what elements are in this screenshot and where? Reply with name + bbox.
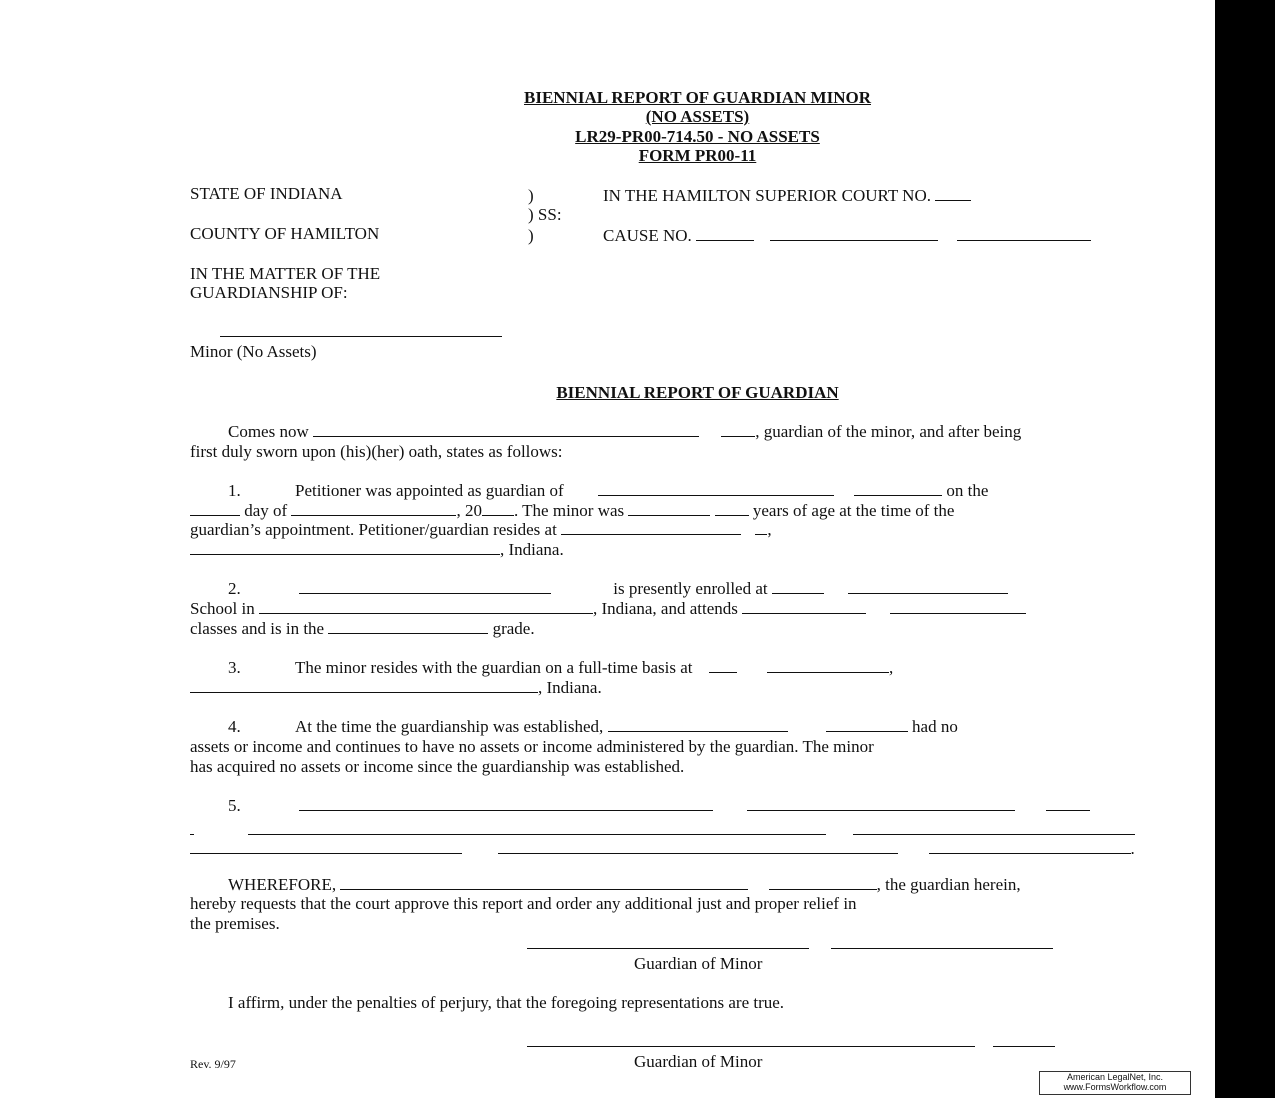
matter-line-2: GUARDIANSHIP OF: xyxy=(190,283,348,302)
para-3-line-1: 3. The minor resides with the guardian on a full-time basis at , xyxy=(228,658,894,677)
para-5-line-2 xyxy=(190,820,1135,840)
signature-line-1 xyxy=(527,934,1053,954)
wherefore-line-1: WHEREFORE, , the guardian herein, xyxy=(228,875,1021,894)
court-number-blank xyxy=(935,186,971,201)
para-5-blank-9 xyxy=(929,839,1131,854)
signature-label-2: Guardian of Minor xyxy=(634,1052,763,1071)
month-blank xyxy=(291,501,456,516)
para-5-blank-8 xyxy=(498,839,898,854)
minor-name-blank-p1 xyxy=(598,481,834,496)
cause-blank-3 xyxy=(957,226,1091,241)
para-1-line-4: , Indiana. xyxy=(190,540,564,560)
wherefore-line-2: hereby requests that the court approve this report and order any additional just and proper relief in xyxy=(190,894,857,913)
cause-label: CAUSE NO. xyxy=(603,226,1091,246)
legalnet-badge xyxy=(1039,1071,1191,1095)
para-3-line-2: , Indiana. xyxy=(190,678,602,698)
wherefore-blank-2 xyxy=(769,875,877,890)
revision-date: Rev. 9/97 xyxy=(190,1057,236,1071)
para-3-number: 3. xyxy=(228,658,241,677)
minor-name-blank-p4 xyxy=(608,717,788,732)
school-blank-1 xyxy=(772,579,824,594)
para-5-blank-5 xyxy=(248,820,826,835)
year-blank xyxy=(482,501,514,516)
residence-city-blank xyxy=(190,678,538,693)
form-title: BIENNIAL REPORT OF GUARDIAN MINOR xyxy=(524,88,871,107)
day-blank xyxy=(190,501,240,516)
matter-line-1: IN THE MATTER OF THE xyxy=(190,264,381,283)
address-blank xyxy=(561,520,741,535)
intro-line-2: first duly sworn upon (his)(her) oath, states as follows: xyxy=(190,442,563,461)
caption-paren-1: ) xyxy=(528,186,534,205)
para-5-blank-1 xyxy=(299,796,713,811)
signature-line-2 xyxy=(527,1032,1055,1052)
para-1-line-3: guardian’s appointment. Petitioner/guardian resides at , xyxy=(190,520,772,539)
report-title: BIENNIAL REPORT OF GUARDIAN xyxy=(556,383,839,402)
minor-name-blank-p1b xyxy=(854,481,942,496)
para-1-number: 1. xyxy=(228,481,241,500)
cause-blank-2 xyxy=(770,226,938,241)
residence-blank-2 xyxy=(767,658,889,673)
cause-blank-1 xyxy=(696,226,754,241)
city-blank xyxy=(190,540,500,555)
signature-label-1: Guardian of Minor xyxy=(634,954,763,973)
para-5-line-3: . xyxy=(190,839,1135,859)
minor-label: Minor (No Assets) xyxy=(190,342,317,361)
residence-blank-1 xyxy=(709,658,737,673)
state-label: STATE OF INDIANA xyxy=(190,184,343,203)
classes-blank-2 xyxy=(890,599,1026,614)
county-label: COUNTY OF HAMILTON xyxy=(190,224,380,243)
guardian-name-blank xyxy=(313,422,699,437)
para-1-line-2: day of , 20 . The minor was years of age at the time of the xyxy=(190,501,954,521)
para-4-line-3: has acquired no assets or income since the guardianship was established. xyxy=(190,757,685,776)
para-1-line-1: 1. Petitioner was appointed as guardian of on the xyxy=(228,481,989,500)
age-blank xyxy=(628,501,710,516)
address-blank-2 xyxy=(755,520,767,535)
para-2-line-1: 2. is presently enrolled at xyxy=(228,579,1008,599)
caption-paren-2: ) xyxy=(528,226,534,245)
minor-name-blank-line xyxy=(220,322,502,342)
form-number: FORM PR00-11 xyxy=(638,146,757,165)
para-4-line-1: 4. At the time the guardianship was established, had no xyxy=(228,717,958,736)
grade-blank xyxy=(328,619,488,634)
school-blank-2 xyxy=(848,579,1008,594)
page-edge-bar xyxy=(1215,0,1275,1098)
para-5-blank-6 xyxy=(853,820,1135,835)
caption-ss: ) SS: xyxy=(528,205,562,224)
affirmation-text: I affirm, under the penalties of perjury, that the foregoing representations are true. xyxy=(228,993,785,1012)
minor-name-blank-p2 xyxy=(299,579,551,594)
court-label: IN THE HAMILTON SUPERIOR COURT NO. xyxy=(603,186,971,206)
form-subtitle-no-assets: (NO ASSETS) xyxy=(645,107,750,126)
guardian-name-blank-2 xyxy=(721,422,755,437)
wherefore-line-3: the premises. xyxy=(190,914,280,933)
wherefore-blank-1 xyxy=(340,875,748,890)
para-5-blank-2 xyxy=(747,796,1015,811)
para-5-blank-3 xyxy=(1046,796,1090,811)
classes-blank-1 xyxy=(742,599,866,614)
age-blank-2 xyxy=(715,501,749,516)
badge-line-2: www.FormsWorkflow.com xyxy=(1063,1082,1167,1092)
para-5-line-1 xyxy=(228,796,1090,816)
para-4-number: 4. xyxy=(228,717,241,736)
para-2-number: 2. xyxy=(228,579,241,598)
minor-name-blank-p4b xyxy=(826,717,908,732)
school-city-blank xyxy=(259,599,593,614)
para-5-blank-4 xyxy=(190,820,194,835)
para-5-number: 5. xyxy=(228,796,241,815)
para-4-line-2: assets or income and continues to have no assets or income administered by the guardian. The minor xyxy=(190,737,874,756)
badge-line-1: American LegalNet, Inc. xyxy=(1066,1072,1164,1082)
para-2-line-2: School in , Indiana, and attends xyxy=(190,599,1026,619)
para-5-blank-7 xyxy=(190,839,462,854)
para-2-line-3: classes and is in the grade. xyxy=(190,619,535,638)
intro-line-1: Comes now , guardian of the minor, and after being xyxy=(228,422,1022,441)
form-rule-number: LR29-PR00-714.50 - NO ASSETS xyxy=(575,127,820,146)
